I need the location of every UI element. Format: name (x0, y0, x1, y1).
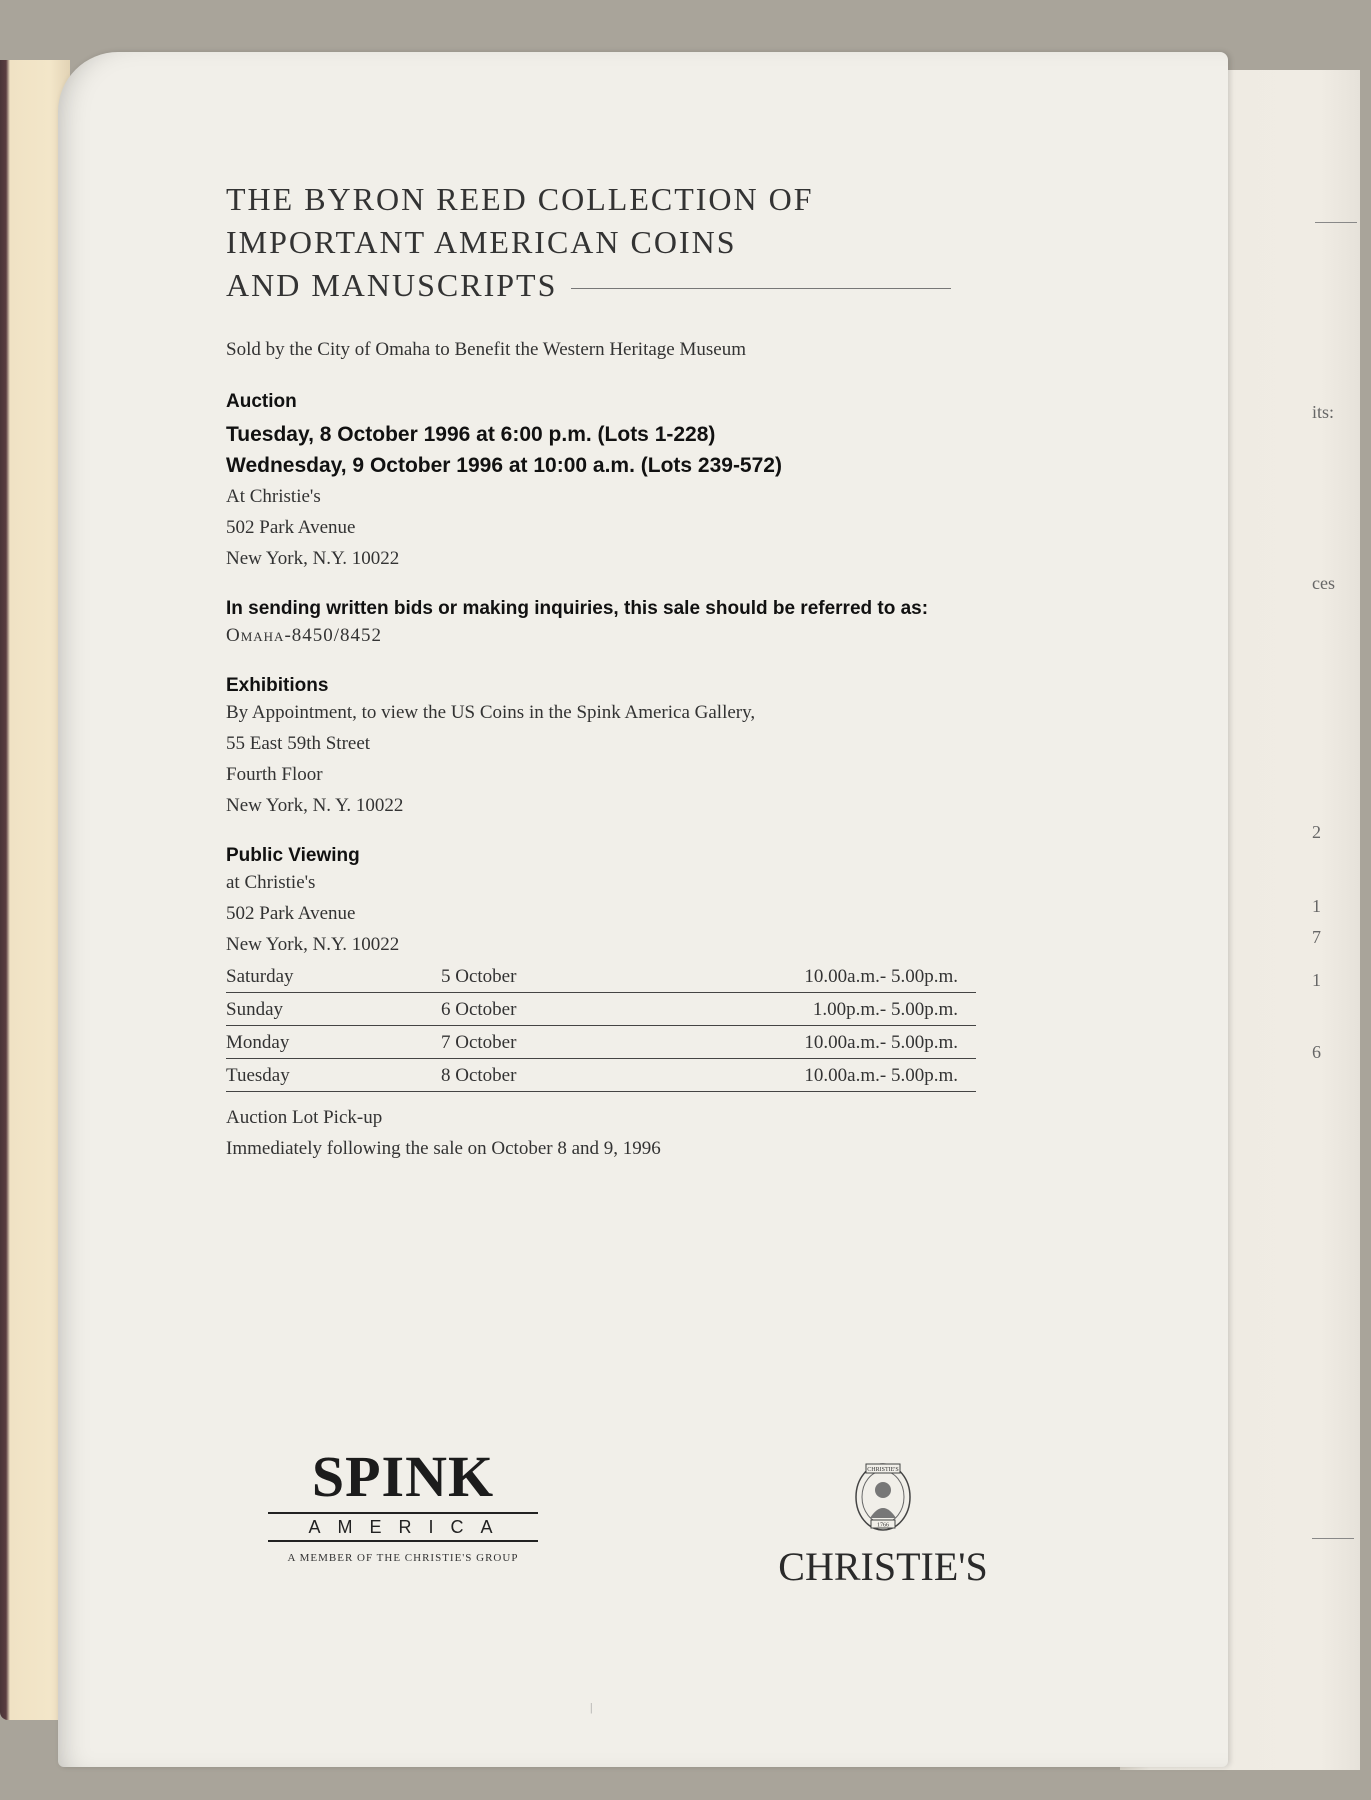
schedule-time: 10.00a.m.- 5.00p.m. (701, 1059, 976, 1092)
table-row (226, 960, 976, 993)
viewing-street: 502 Park Avenue (226, 903, 356, 924)
title-line: THE BYRON REED COLLECTION OF (226, 181, 814, 217)
schedule-time: 10.00a.m.- 5.00p.m. (701, 1026, 976, 1059)
exhibitions-heading: Exhibitions (226, 675, 329, 696)
auction-heading: Auction (226, 391, 297, 412)
subtitle: Sold by the City of Omaha to Benefit the Western Heritage Museum (226, 339, 746, 360)
back-page-fragment: its: (1312, 402, 1335, 422)
auction-street: 502 Park Avenue (226, 517, 356, 538)
auction-session: Tuesday, 8 October 1996 at 6:00 p.m. (Lots 1-228) (226, 423, 716, 446)
back-page-fragment: ces (1312, 573, 1335, 593)
page-mark: | (590, 1700, 593, 1714)
exhibitions-line: By Appointment, to view the US Coins in the Spink America Gallery, (226, 702, 756, 723)
sale-code: Omaha-8450/8452 (226, 625, 383, 646)
logos-area (268, 1444, 1008, 1589)
table-row (226, 1059, 976, 1092)
table-row (226, 1026, 976, 1059)
page-title (226, 178, 976, 307)
seal-year: 1766 (877, 1522, 889, 1529)
spink-america-logo (268, 1444, 538, 1564)
spink-member-tagline: A MEMBER OF THE CHRISTIE'S GROUP (287, 1552, 519, 1564)
title-rule (571, 288, 951, 289)
pickup-heading: Auction Lot Pick-up (226, 1107, 383, 1128)
schedule-date: 6 October (441, 993, 701, 1026)
schedule-day: Tuesday (226, 1059, 441, 1092)
auction-city: New York, N.Y. 10022 (226, 548, 400, 569)
reference-section (226, 598, 976, 651)
public-viewing-heading: Public Viewing (226, 845, 360, 866)
table-row (226, 993, 976, 1026)
schedule-date: 7 October (441, 1026, 701, 1059)
spink-wordmark: SPINK (311, 1444, 495, 1509)
exhibitions-line: Fourth Floor (226, 764, 323, 785)
back-page-rule (1315, 222, 1357, 223)
reference-note: In sending written bids or making inquiries, this sale should be referred to as: (226, 598, 929, 619)
title-line-text: AND MANUSCRIPTS (226, 267, 558, 303)
schedule-day: Monday (226, 1026, 441, 1059)
viewing-city: New York, N.Y. 10022 (226, 934, 400, 955)
seal-label: CHRISTIE'S (867, 1467, 899, 1473)
auction-session: Wednesday, 9 October 1996 at 10:00 a.m. (Lots 239-572) (226, 454, 782, 477)
schedule-time: 1.00p.m.- 5.00p.m. (701, 993, 976, 1026)
back-page-fragment: 7 (1312, 927, 1321, 947)
back-page-fragment: 6 (1312, 1042, 1321, 1062)
back-page-rule (1312, 1538, 1354, 1539)
schedule-date: 8 October (441, 1059, 701, 1092)
christies-logo (768, 1460, 998, 1590)
back-page-fragment: 2 (1312, 822, 1321, 842)
back-page-fragment: 1 (1312, 896, 1321, 916)
public-viewing-section (226, 845, 976, 1164)
auction-section (226, 391, 976, 574)
schedule-date: 5 October (441, 960, 701, 993)
christies-wordmark: CHRISTIE'S (778, 1544, 988, 1589)
schedule-day: Sunday (226, 993, 441, 1026)
spink-america-wordmark: AMERICA (268, 1512, 538, 1542)
viewing-venue: at Christie's (226, 872, 316, 893)
viewing-schedule-table (226, 960, 976, 1092)
back-page-fragment: 1 (1312, 970, 1321, 990)
exhibitions-line: 55 East 59th Street (226, 733, 371, 754)
schedule-day: Saturday (226, 960, 441, 993)
auction-venue: At Christie's (226, 486, 321, 507)
title-line: IMPORTANT AMERICAN COINS (226, 224, 737, 260)
title-line-last (226, 264, 976, 307)
pickup-detail: Immediately following the sale on October 8 and 9, 1996 (226, 1138, 661, 1159)
schedule-time: 10.00a.m.- 5.00p.m. (701, 960, 976, 993)
christies-seal-icon (852, 1460, 914, 1534)
exhibitions-section (226, 675, 976, 821)
exhibitions-line: New York, N. Y. 10022 (226, 795, 404, 816)
page-content (226, 178, 976, 1164)
